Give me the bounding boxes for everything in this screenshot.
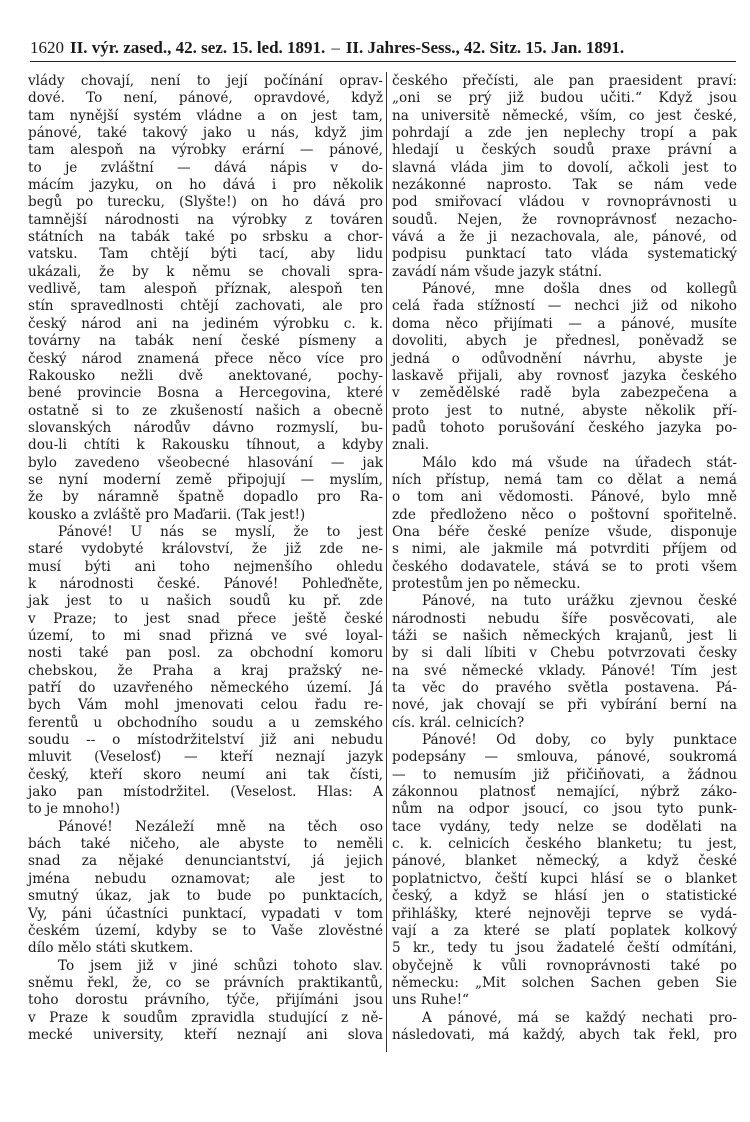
paragraph	[28, 958, 383, 1045]
text-line: vává a že ji nezachovala, ale, pánové, od	[392, 229, 737, 246]
header-czech: II. výr. zased., 42. sez. 15. led. 1891.	[70, 38, 326, 57]
text-line: v Praze k soudům zpravidla studující z ně-	[28, 1009, 383, 1026]
text-line: celá řada stížností — nechci již od nikoho	[392, 298, 737, 315]
text-line: ferentů u obchodního soudu a u zemského	[28, 714, 383, 731]
text-line: jména nebudu oznamovat; ale jest to	[28, 870, 383, 887]
text-line: Pánové, mne došla dnes od kollegů	[422, 281, 737, 298]
text-line: vlády chovají, není to její počínání oprav-	[28, 73, 383, 89]
text-line: hledají u českých soudů praxe právní a	[392, 142, 737, 159]
column-divider	[386, 72, 387, 1052]
text-line: český národ znamená přece něco více pro	[28, 350, 383, 367]
text-line: v zemědělské radě byla zabezpečena a	[392, 385, 737, 402]
text-line: cís. král. celnicích?	[392, 714, 525, 731]
text-line: na své německé vklady. Pánové! Tím jest	[392, 662, 737, 679]
left-column	[28, 73, 383, 1044]
text-line: český, kteří skoro neumí ani tak čísti,	[28, 766, 383, 783]
text-line: českém území, kdyby se to Vaše zlověstné	[28, 922, 383, 939]
text-line: padů tohoto porušování českého jazyka po-	[392, 419, 737, 436]
text-line: továrny na tabák není české písmeny a	[28, 333, 383, 350]
paragraph	[28, 73, 383, 524]
text-line: slovanských národův dávno rozmyslí, bu-	[28, 419, 383, 436]
text-line: k národnosti české. Pánové! Pohleďněte,	[28, 575, 383, 592]
text-line: smutný úkaz, jak to bude po punktacích,	[28, 888, 383, 905]
text-line: vedlivě, tam alespoň příznak, alespoň ten	[28, 281, 383, 298]
text-line: c. k. celnicích českého blanketu; tu jest,	[392, 836, 737, 853]
text-line: bych Vám mohl jmenovati celou řadu re-	[28, 697, 383, 714]
text-line: tam alespoň na výrobky erární — pánové,	[28, 142, 383, 159]
text-line: Ona béře české peníze všude, disponuje	[392, 523, 737, 540]
text-line: mecké university, kteří neznají ani slova	[28, 1026, 383, 1043]
text-line: A pánové, má se každý nechati pro-	[422, 1009, 737, 1026]
text-line: obyčejně k vůli rovnoprávnosti také po	[392, 957, 737, 974]
text-line: mluvit (Veselosť) — kteří neznají jazyk	[28, 749, 383, 766]
text-line: To jsem již v jiné schůzi tohoto slav.	[58, 957, 383, 974]
text-line: tace vydány, tedy nelze se dodělati na	[392, 818, 737, 835]
text-line: dovoliti, abych je přednesl, poněvadž se	[392, 333, 737, 350]
text-line: uns Ruhe!“	[392, 992, 470, 1009]
text-line: begů po turecku, (Slyšte!) on ho dává pro	[28, 194, 383, 211]
text-line: vatsku. Tam chtějí býti tací, aby lidu	[28, 246, 383, 263]
text-line: musí býti ani toho nejmenšího ohledu	[28, 558, 383, 575]
text-line: bené provincie Bosna a Hercegovina, které	[28, 385, 383, 402]
text-line: v Praze; to jest snad přece ještě české	[28, 610, 383, 627]
text-line: podpisu punktací tato vláda systematický	[392, 246, 737, 263]
text-line: kousko a zvláště pro Maďarii. (Tak jest!)	[28, 506, 306, 523]
text-line: tamnější národnosti na výrobky z továren	[28, 211, 383, 228]
text-line: pod smiřovací vládou v rovnoprávnosti u	[392, 194, 737, 211]
text-line: Pánové! U nás se myslí, že to jest	[58, 523, 383, 540]
text-line: zákonnou platnosť nemající, nýbrž záko-	[392, 784, 737, 801]
text-line: podepsány — smlouva, pánové, soukromá	[392, 749, 737, 766]
text-line: Pánové! Od doby, co byly punktace	[422, 732, 737, 749]
text-line: Vy, páni účastníci punktací, vypadati v tom	[28, 905, 383, 922]
text-line: soudů. Nejen, že rovnoprávnosť nezacho-	[392, 211, 737, 228]
paragraph	[392, 455, 737, 594]
text-line: doma něco přijímati — a pánové, musíte	[392, 315, 737, 332]
text-line: přihlášky, které nejnověji teprve se vydá-	[392, 905, 737, 922]
text-line: stín spravedlnosti chtějí zachovati, ale pro	[28, 298, 383, 315]
text-line: dou-li chtíti k Rakousku tíhnout, a kdyby	[28, 437, 383, 454]
text-line: 5 kr., tedy tu jsou žadatelé čeští odmítáni,	[392, 940, 737, 957]
text-line: nům na odpor jsoucí, co jsou tyto punk-	[392, 801, 737, 818]
text-line: tam nynější systém vládne a on jest tam,	[28, 107, 383, 124]
text-line: Pánové, na tuto urážku zjevnou české	[422, 593, 737, 610]
text-line: se nyní moderní země připojují — myslím,	[28, 471, 383, 488]
text-line: o tom ani vědomosti. Pánové, bylo mně	[392, 489, 737, 506]
text-line: dové. To není, pánové, opravdové, když	[28, 90, 383, 107]
paragraph	[392, 593, 737, 732]
text-line: německu: „Mit solchen Sachen geben Sie	[392, 974, 737, 991]
text-line: snad za nějaké denunciantství, já jejich	[28, 853, 383, 870]
text-line: český národ ani na jediném výrobku c. k.	[28, 315, 383, 332]
header-german: II. Jahres-Sess., 42. Sitz. 15. Jan. 1891.	[345, 38, 625, 57]
text-line: proto jest to nutné, abyste několik pří-	[392, 402, 737, 419]
text-line: ostatně si to ze zkušeností našich a obecně	[28, 402, 383, 419]
text-line: nové, jak chovají se při vybírání berní na	[392, 697, 737, 714]
text-line: dílo mělo státi skutkem.	[28, 940, 194, 957]
paragraph	[28, 819, 383, 958]
text-line: Málo kdo má všude na úřadech stát-	[422, 454, 737, 471]
text-line: pánové, také takový jako u nás, když jim	[28, 125, 383, 142]
text-line: vají a za které se platí poplatek kolkový	[392, 922, 737, 939]
text-line: na universitě německé, vším, co jest české,	[392, 107, 737, 124]
text-line: „oni se prý již budou učiti.“ Když jsou	[392, 90, 737, 107]
page-number: 1620	[30, 38, 64, 57]
text-line: český, a když se hlásí jen o statistické	[392, 888, 737, 905]
paragraph	[392, 281, 737, 454]
text-line: znali.	[392, 437, 430, 454]
text-line: staré vydobyté království, že již zde ne-	[28, 541, 383, 558]
right-column	[392, 73, 737, 1044]
paragraph	[28, 524, 383, 819]
text-line: že by náramně špatně dopadlo pro Ra-	[28, 489, 383, 506]
text-line: protestům jen po německu.	[392, 575, 581, 592]
text-line: slavná vláda jim to dovolí, ačkoli jest to	[392, 159, 737, 176]
text-line: mácím jazyku, on ho dává i pro několik	[28, 177, 383, 194]
text-line: jako pan místodržitel. (Veselost. Hlas: A	[28, 784, 383, 801]
text-line: Pánové! Nezáleží mně na těch oso	[58, 818, 383, 835]
text-line: českého přečísti, ale pan praesident praví:	[392, 73, 737, 89]
text-line: státních na tabák také po srbsku a chor-	[28, 229, 383, 246]
paragraph	[392, 732, 737, 1010]
text-line: území, to mi snad přizná ve své loyal-	[28, 628, 383, 644]
text-line: táži se našich německých krajanů, jest li	[392, 628, 737, 644]
text-line: patří do uzavřeného německého území. Já	[28, 680, 383, 697]
text-line: nezákonné naprosto. Tak se nám vede	[392, 177, 737, 194]
text-line: sněmu řekl, že, co se právních praktikantů,	[28, 974, 383, 991]
text-line: ních přístup, nemá tam co dělat a nemá	[392, 471, 737, 488]
text-line: jedná o odůvodnění návrhu, abyste je	[392, 350, 737, 367]
text-line: pánové, blanket německý, a když české	[392, 853, 737, 870]
text-line: zavádí nám všude jazyk státní.	[392, 263, 603, 280]
paragraph	[392, 1010, 737, 1045]
text-line: zde předloženo něco o poštovní spořitelně.	[392, 506, 737, 523]
text-line: pohrdají a zde jen neplechy tropí a pak	[392, 125, 737, 142]
text-line: ta věc do pravého světla postavena. Pá-	[392, 680, 737, 697]
text-line: následovati, má každý, abych tak řekl, pro	[392, 1026, 737, 1043]
text-line: to je zvláštní — dává nápis v do-	[28, 159, 383, 176]
text-line: laskavě přijali, aby rovnosť jazyka českého	[392, 367, 737, 384]
text-line: jak jest to u našich soudů ku př. zde	[28, 593, 383, 610]
paragraph	[392, 73, 737, 281]
text-line: s nimi, ale jakmile má potvrditi příjem od	[392, 541, 737, 558]
text-line: nosti také pan posl. za obchodní komoru	[28, 645, 383, 662]
text-line: by si dali líbiti v Chebu potvrzovati česky	[392, 645, 737, 662]
text-line: chebskou, že Praha a kraj pražský ne-	[28, 662, 383, 679]
running-header	[30, 34, 736, 62]
text-line: toho dorostu právního, týče, přijímáni jsou	[28, 992, 383, 1009]
text-line: bách také ničeho, ale abyste to neměli	[28, 836, 383, 853]
header-separator: –	[331, 38, 340, 57]
text-line: Rakousko nežli dvě anektované, pochy-	[28, 367, 383, 384]
text-line: bylo zavedeno všeobecné hlasování — jak	[28, 454, 383, 471]
text-line: národnosti nebudu šíře posvěcovati, ale	[392, 610, 737, 627]
text-line: českého dodavatele, stává se to proti všem	[392, 558, 737, 575]
text-line: poplatnictvo, čeští kupci hlásí se o blanket	[392, 870, 737, 887]
text-line: — to nemusím již přičiňovati, a žádnou	[392, 766, 737, 783]
text-line: to je mnoho!)	[28, 801, 121, 818]
text-line: ukázali, že by k němu se chovali spra-	[28, 263, 383, 280]
text-line: soudu -- o místodržitelství již ani nebudu	[28, 732, 383, 749]
